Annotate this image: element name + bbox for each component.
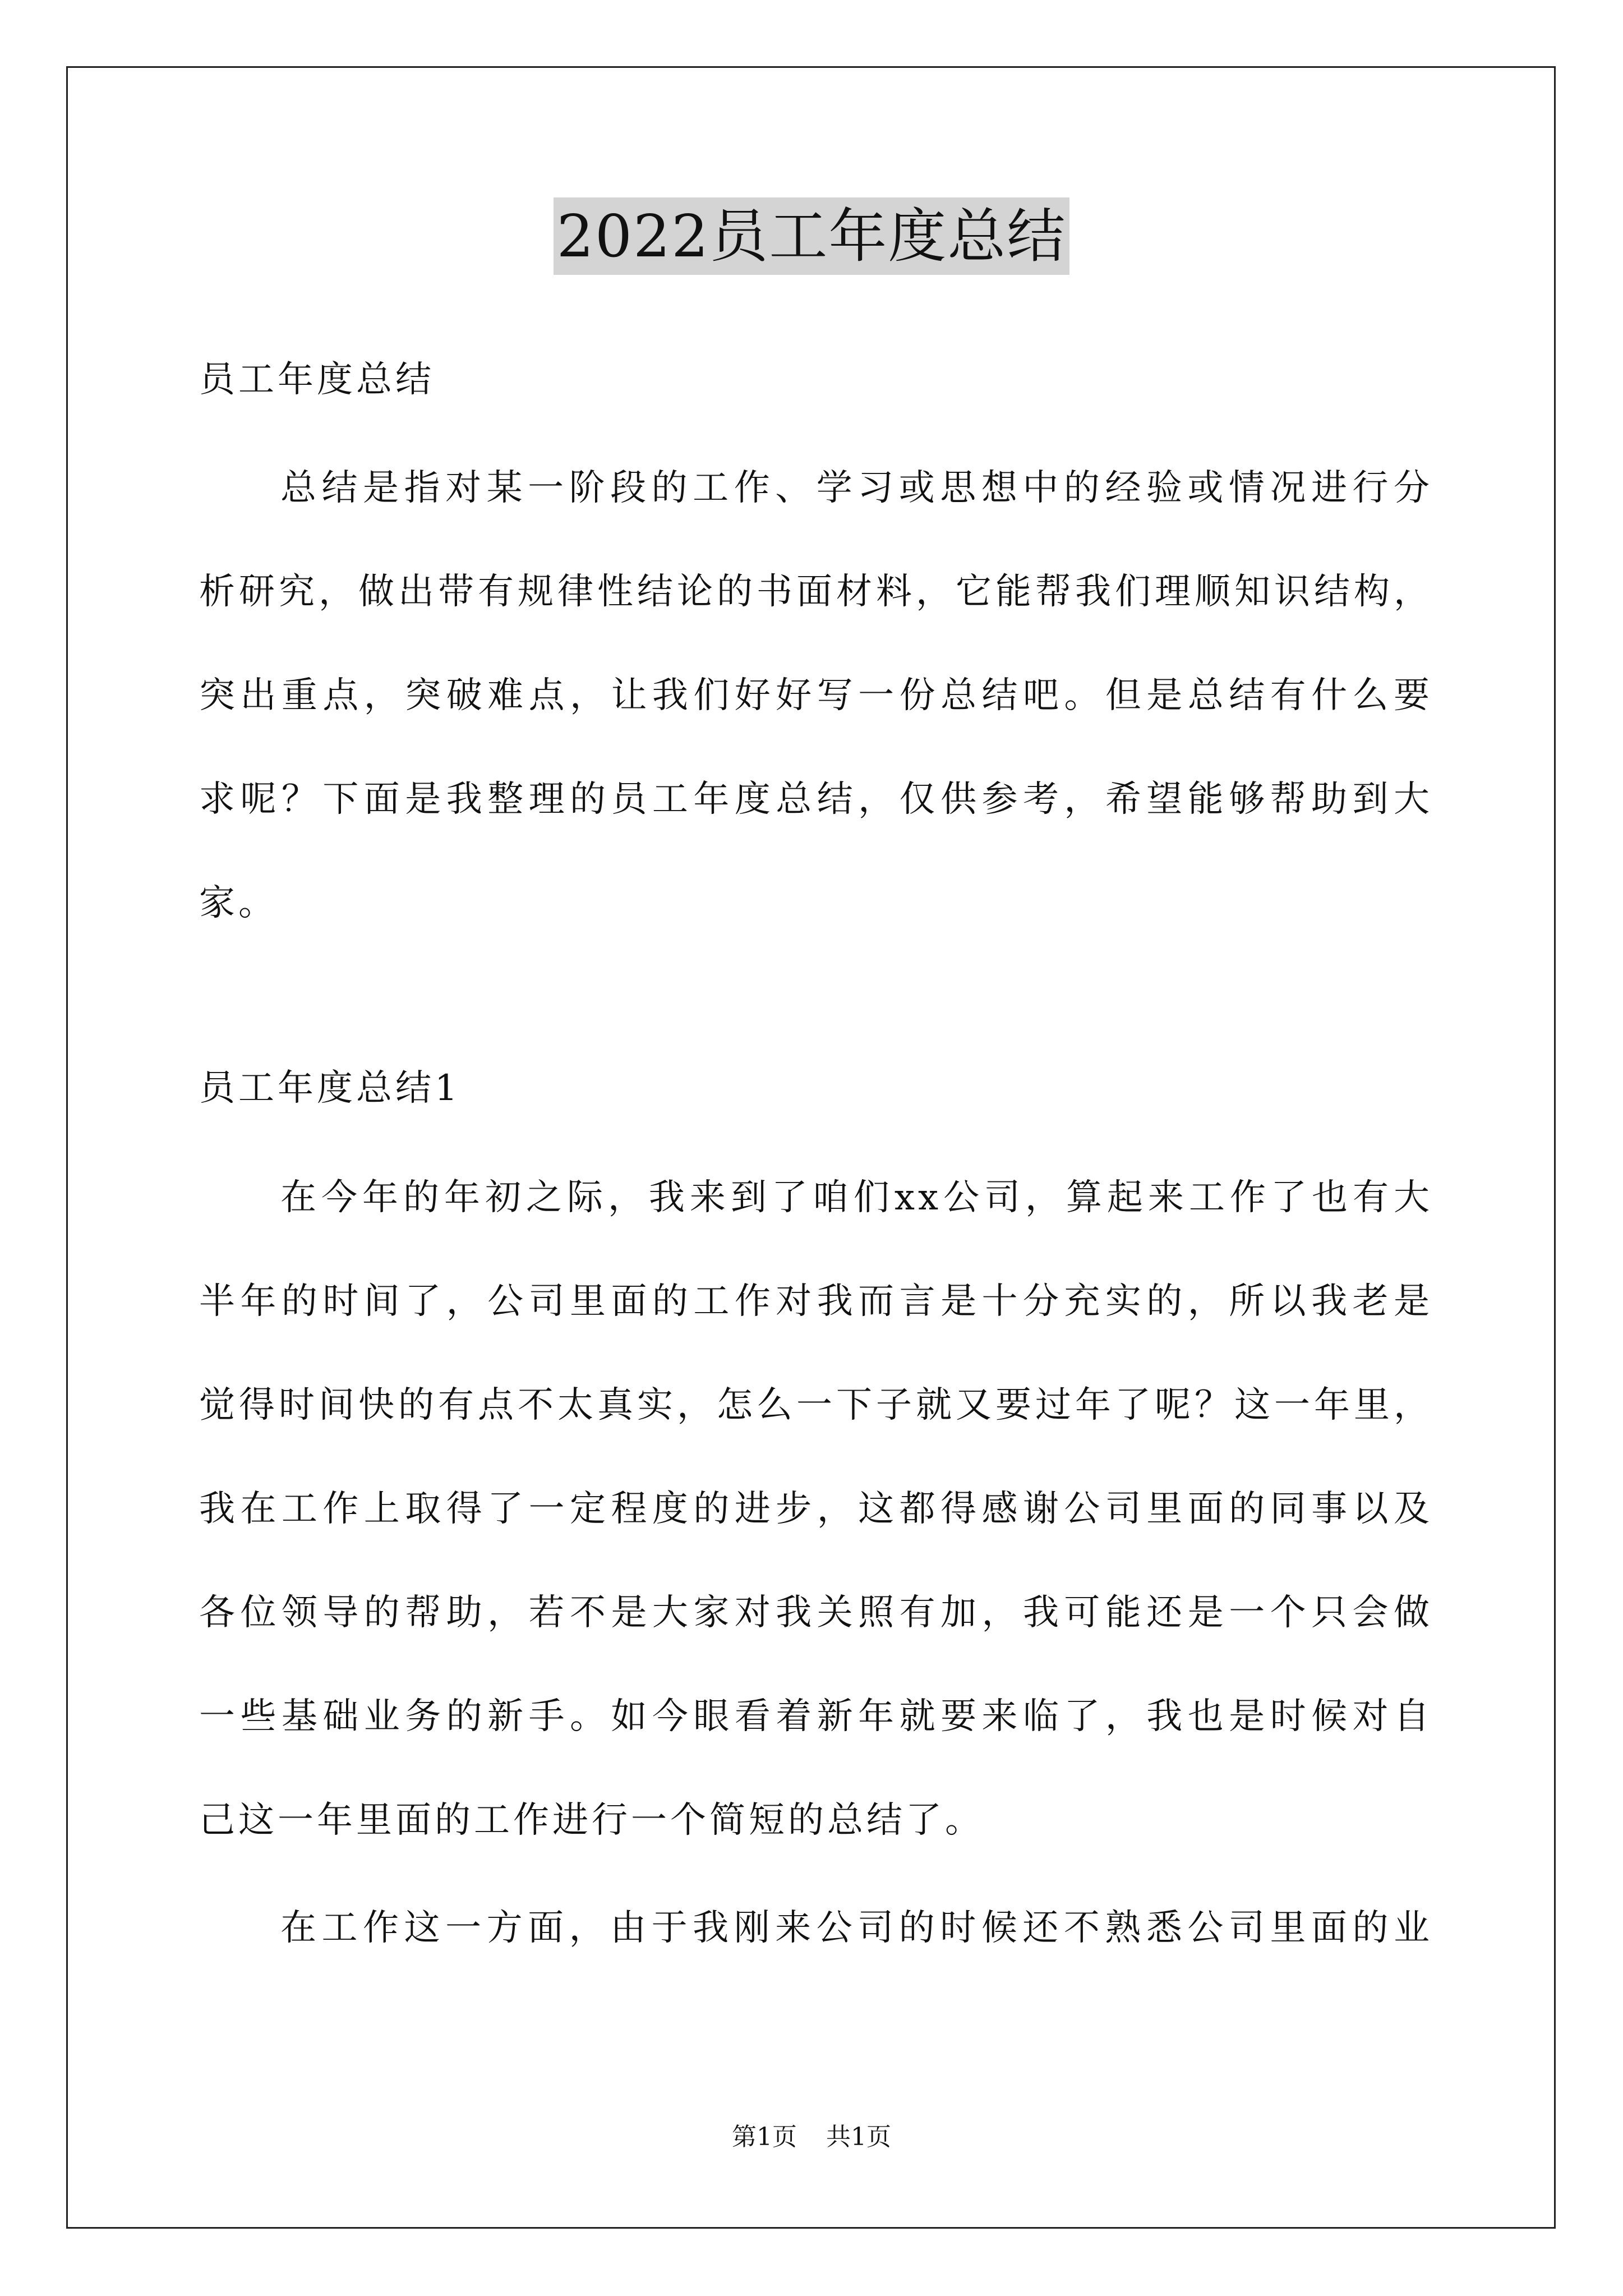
title-container [0, 197, 1623, 275]
page-footer [0, 2120, 1623, 2154]
subtitle: 员工年度总结 [199, 359, 435, 401]
section-heading: 员工年度总结1 [199, 1068, 461, 1109]
intro-line: 家。 [199, 882, 278, 924]
page-number: 第1页 [732, 2123, 797, 2151]
intro-line: 求呢？下面是我整理的员工年度总结，仅供参考，希望能够帮助到大 [199, 779, 1433, 820]
paragraph-line: 半年的时间了，公司里面的工作对我而言是十分充实的，所以我老是 [199, 1281, 1433, 1322]
page-total: 共1页 [826, 2123, 891, 2151]
paragraph-line: 各位领导的帮助，若不是大家对我关照有加，我可能还是一个只会做 [199, 1592, 1433, 1634]
paragraph-line: 觉得时间快的有点不太真实，怎么一下子就又要过年了呢？这一年里， [199, 1384, 1433, 1426]
intro-line: 突出重点，突破难点，让我们好好写一份总结吧。但是总结有什么要 [199, 675, 1433, 716]
paragraph-line: 己这一年里面的工作进行一个简短的总结了。 [199, 1800, 984, 1841]
intro-line: 总结是指对某一阶段的工作、学习或思想中的经验或情况进行分 [280, 467, 1433, 509]
paragraph-line: 一些基础业务的新手。如今眼看着新年就要来临了，我也是时候对自 [199, 1696, 1433, 1737]
paragraph-line: 在今年的年初之际，我来到了咱们xx公司，算起来工作了也有大 [280, 1177, 1433, 1218]
intro-line: 析研究，做出带有规律性结论的书面材料，它能帮我们理顺知识结构， [199, 571, 1433, 613]
paragraph-line: 我在工作上取得了一定程度的进步，这都得感谢公司里面的同事以及 [199, 1488, 1433, 1530]
document-title: 2022员工年度总结 [554, 197, 1070, 275]
paragraph-line: 在工作这一方面，由于我刚来公司的时候还不熟悉公司里面的业 [280, 1907, 1433, 1949]
